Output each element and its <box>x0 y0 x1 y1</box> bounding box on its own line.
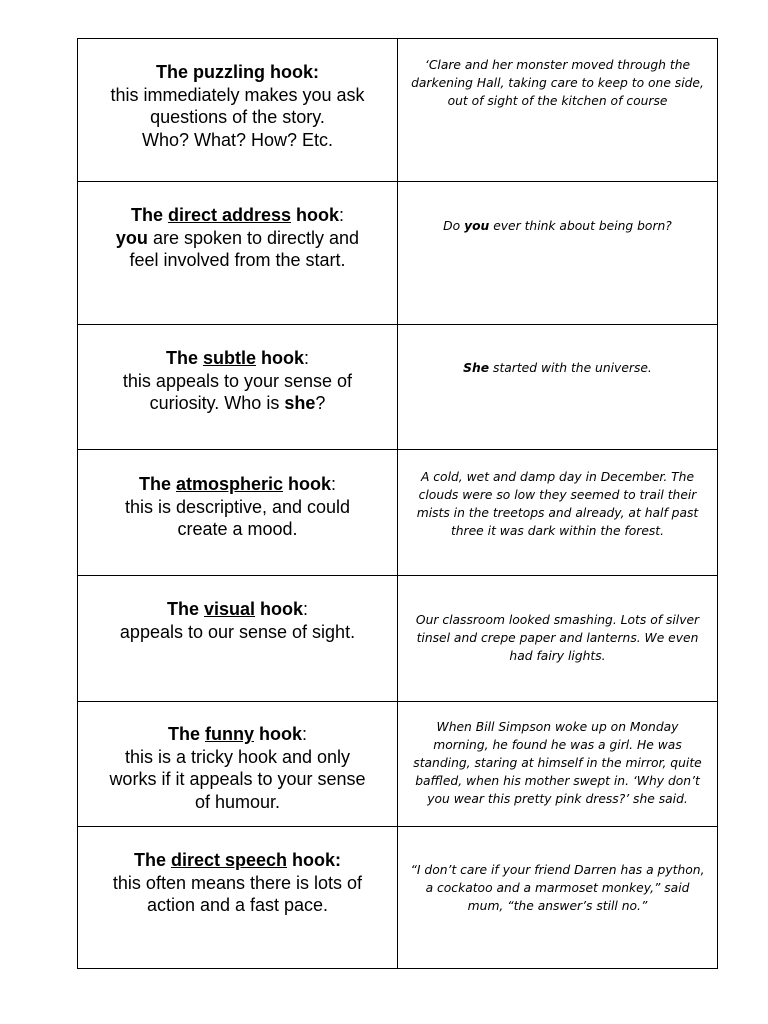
example-line: When Bill Simpson woke up on Monday <box>436 720 679 734</box>
hook-desc-line: appeals to our sense of sight. <box>119 621 356 642</box>
hook-definition <box>84 204 391 272</box>
example-line: Our classroom looked smashing. Lots of silver <box>415 613 700 627</box>
hook-desc-line: of humour. <box>194 791 281 812</box>
hook-desc-line: action and a fast pace. <box>146 895 329 915</box>
example-line: morning, he found he was a girl. He was <box>433 738 682 752</box>
hook-title-suffix: hook: <box>287 850 342 870</box>
hook-example <box>406 861 709 915</box>
hook-desc-line: questions of the story. <box>150 107 325 127</box>
example-line: clouds were so low they seemed to trail their <box>418 488 697 502</box>
hook-desc-line: curiosity. Who is <box>149 393 285 413</box>
example-line: a cockatoo and a marmoset monkey,” said <box>425 881 690 895</box>
hook-example <box>406 56 709 110</box>
table-row <box>78 702 718 827</box>
emphasis-word: she <box>284 393 316 413</box>
hook-desc-line: this is descriptive, and could <box>124 496 351 517</box>
hook-definition <box>84 61 391 151</box>
hook-definition-cell <box>78 702 398 827</box>
hook-title-colon: : <box>303 599 309 619</box>
hook-example <box>406 468 709 540</box>
hook-example <box>406 718 709 808</box>
hook-title-colon: : <box>331 474 337 494</box>
hook-desc-line: works if it appeals to your sense <box>109 769 366 789</box>
example-line: ‘Clare and her monster moved through the <box>424 58 691 72</box>
emphasis-word: you <box>464 219 490 233</box>
example-line: A cold, wet and damp day in December. The <box>420 470 695 484</box>
hook-title-prefix: The <box>167 724 205 744</box>
hook-example <box>406 359 709 377</box>
hook-example-cell <box>398 182 718 325</box>
example-line: out of sight of the kitchen of course <box>447 94 668 108</box>
hook-desc-line: this is a tricky hook and only <box>124 746 351 767</box>
hook-definition <box>84 347 391 415</box>
hook-desc-line: feel involved from the start. <box>129 250 346 270</box>
emphasis-word: you <box>115 227 148 248</box>
hook-title-suffix: hook <box>255 599 304 619</box>
example-line: you wear this pretty pink dress?’ she said. <box>427 792 688 806</box>
hook-title-colon: : <box>339 205 345 225</box>
hook-title-prefix: The <box>130 205 168 225</box>
hook-title-suffix: hook <box>291 205 340 225</box>
hook-name: direct address <box>167 205 292 225</box>
hook-title-prefix: The <box>166 599 204 619</box>
hook-desc-line: this immediately makes you ask <box>110 84 365 105</box>
hook-title: The puzzling hook: <box>156 62 319 82</box>
hook-name: visual <box>203 599 256 619</box>
hook-title-suffix: hook <box>283 474 332 494</box>
example-line: “I don’t care if your friend Darren has a python, <box>410 863 705 877</box>
hook-example-cell <box>398 39 718 182</box>
hook-title-prefix: The <box>165 348 203 368</box>
hook-definition-cell <box>78 182 398 325</box>
example-line: darkening Hall, taking care to keep to one side, <box>411 76 704 90</box>
hook-desc-line: Who? What? How? Etc. <box>141 129 334 150</box>
hook-title-colon: : <box>304 348 310 368</box>
hook-desc-line: this appeals to your sense of <box>122 370 353 391</box>
hook-definition-cell <box>78 39 398 182</box>
hook-example-cell <box>398 827 718 969</box>
hook-name: funny <box>205 724 254 744</box>
hook-name: direct speech <box>170 850 288 870</box>
hook-desc-end: ? <box>315 393 326 413</box>
example-line: mists in the treetops and already, at half past <box>416 506 699 520</box>
hook-definition <box>84 473 391 541</box>
hook-definition-cell <box>78 576 398 702</box>
emphasis-word: She <box>463 361 490 375</box>
table-row <box>78 450 718 576</box>
hook-example-cell <box>398 325 718 450</box>
hook-desc-line: are spoken to directly and <box>147 227 360 248</box>
example-text: started with the universe. <box>489 361 652 375</box>
example-text: ever think about being born? <box>489 219 672 233</box>
hook-desc-line: create a mood. <box>177 519 298 539</box>
hook-name: atmospheric <box>175 474 284 494</box>
example-text: Do <box>443 219 465 233</box>
hook-definition <box>84 849 391 917</box>
hook-title-suffix: hook <box>256 348 304 368</box>
example-line: had fairy lights. <box>509 649 606 663</box>
hook-title-colon: : <box>302 724 308 744</box>
hook-name: subtle <box>202 348 256 368</box>
example-line: tinsel and crepe paper and lanterns. We even <box>416 631 699 645</box>
hook-example-cell <box>398 576 718 702</box>
hook-definition <box>84 723 391 813</box>
hook-example <box>406 217 709 235</box>
table-row <box>78 39 718 182</box>
example-line: three it was dark within the forest. <box>450 524 665 538</box>
hook-definition-cell <box>78 827 398 969</box>
hook-title-suffix: hook <box>254 724 302 744</box>
table-row <box>78 576 718 702</box>
hook-title-prefix: The <box>133 850 171 870</box>
hook-definition-cell <box>78 325 398 450</box>
hook-example-cell <box>398 702 718 827</box>
hook-desc-line: this often means there is lots of <box>112 872 363 893</box>
table-row <box>78 325 718 450</box>
hook-example <box>406 611 709 665</box>
hook-title-prefix: The <box>138 474 176 494</box>
hooks-table <box>77 38 718 969</box>
hook-definition-cell <box>78 450 398 576</box>
hook-example-cell <box>398 450 718 576</box>
table-row <box>78 827 718 969</box>
example-line: baffled, when his mother swept in. ‘Why don’t <box>415 774 700 788</box>
hook-definition <box>84 598 391 643</box>
example-line: standing, staring at himself in the mirror, quite <box>413 756 702 770</box>
example-line: mum, “the answer’s still no.” <box>467 899 648 913</box>
table-row <box>78 182 718 325</box>
